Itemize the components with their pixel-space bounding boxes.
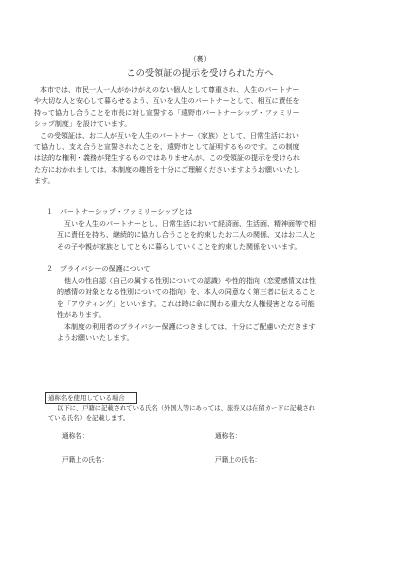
section2-line: ようお願いいたします。: [57, 334, 134, 342]
family-register-name-field-1: 戸籍上の氏名：: [62, 456, 109, 464]
section2-line: 他人の性自認（自己の属する性別についての認識）や性的指向（恋愛感情又は性: [64, 277, 316, 285]
certificate-line: た方におかれましては、本制度の趣旨を十分にご理解くださいますようお願いいたし: [34, 165, 300, 174]
intro-line: 本市では、市民一人一人がかけがえのない個人として尊重され、人生のパートナー: [40, 86, 300, 94]
page-title: この受領証の提示を受けられた方へ: [126, 68, 274, 79]
intro-line: や大切な人と安心して暮らせるよう、互いを人生のパートナーとして、相互に責任を: [34, 97, 300, 106]
family-register-name-field-2: 戸籍上の氏名：: [215, 456, 262, 464]
alias-box-label: 通称名を使用している場合: [45, 392, 137, 404]
section2-line: 性があります。: [57, 311, 106, 320]
intro-line: 持って協力し合うことを市長に対し宣誓する「遠野市パートナーシップ・ファミリー: [34, 108, 300, 117]
section2-line: 的感情の対象となる性別についての指向）を、本人の同意なく第三者に伝えること: [57, 288, 316, 297]
certificate-line: て協力し、支え合うと宣誓されたことを、遠野市として証明するものです。この制度: [34, 143, 300, 151]
alias-name-field-2: 通称名：: [215, 432, 242, 440]
intro-line: シップ制度」を設けています。: [34, 120, 132, 129]
section1-heading: １ パートナーシップ・ファミリーシップとは: [46, 208, 193, 216]
alias-name-field-1: 通称名：: [62, 432, 89, 440]
section2-heading: ２ プライバシーの保護について: [46, 265, 151, 273]
alias-note-line: 以下に、戸籍に記載されている氏名（外国人等にあっては、旅券又は在留カードに記載され: [57, 405, 316, 412]
section1-line: 互いを人生のパートナーとし、日常生活において経済面、生活面、精神面等で相: [64, 220, 316, 228]
certificate-line: ます。: [34, 177, 55, 186]
certificate-line: は法的な権利・義務が発生するものではありませんが、この受領証の提示を受けられ: [34, 154, 300, 163]
page-side-tag: （裏）: [189, 55, 211, 63]
alias-note-line: ている氏名）を記載します。: [48, 415, 130, 422]
section1-line: 互に責任を持ち、継続的に協力し合うことを約束したお二人の関係、又はお二人と: [57, 231, 316, 240]
section2-line: を「アウティング」といいます。これは時に命に関わる重大な人権侵害となる可能: [57, 299, 315, 308]
section1-line: その子や親が家族としてともに暮らしていくことを約束した関係をいいます。: [57, 242, 302, 251]
section2-line: 本制度の利用者のプライバシー保護につきましては、十分にご配慮いただきます: [64, 322, 316, 331]
certificate-line: この受領証は、お二人が互いを人生のパートナー（家族）として、日常生活におい: [40, 131, 299, 140]
